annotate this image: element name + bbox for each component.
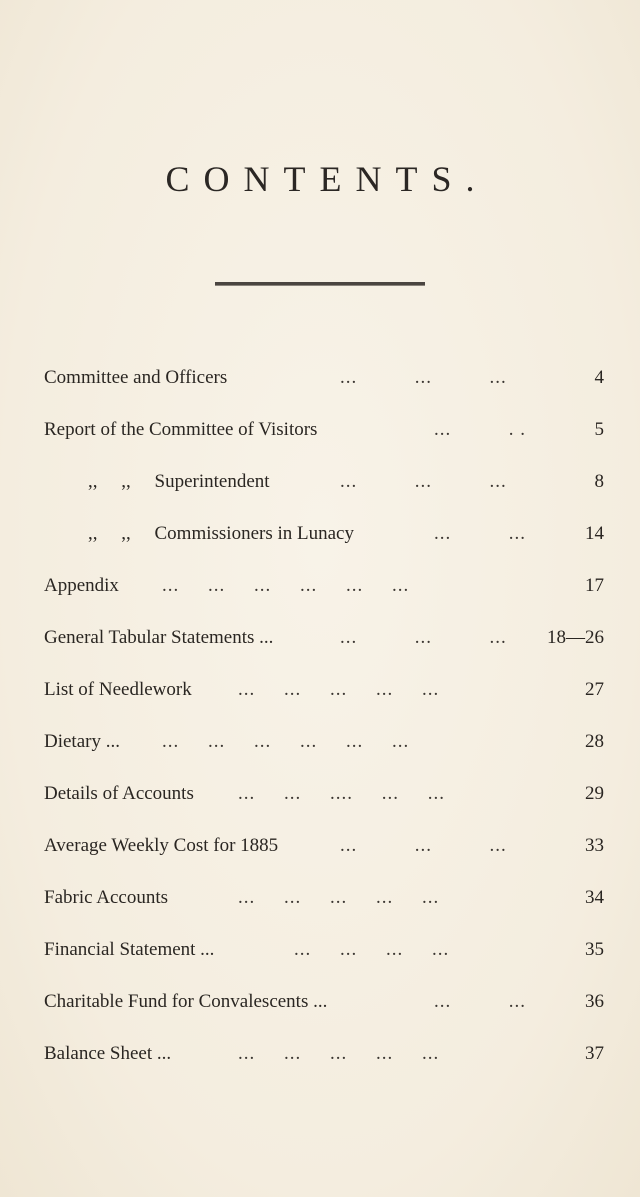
- toc-entry-leaders: ... ... ... ... ... ...: [162, 731, 410, 752]
- toc-entry: [44, 935, 604, 965]
- toc-entry-label: Dietary ...: [44, 731, 120, 752]
- toc-entry: [44, 623, 604, 653]
- toc-entry-leaders: ... ... ...: [340, 835, 507, 856]
- toc-entry: [44, 675, 604, 705]
- toc-entry-page: 37: [585, 1043, 604, 1064]
- toc-entry: [44, 883, 604, 913]
- toc-entry-label: ,, ,, Superintendent: [88, 471, 270, 492]
- page-title: CONTENTS.: [165, 159, 489, 199]
- toc-entry: [44, 1039, 604, 1069]
- toc-entry: [44, 987, 604, 1017]
- toc-entry-page: 33: [585, 835, 604, 856]
- toc-entry-leaders: ... ... .... ... ...: [238, 783, 445, 804]
- toc-entry-label: Fabric Accounts: [44, 887, 169, 908]
- toc-entry-page: 28: [585, 731, 604, 752]
- toc-entry-page: 36: [585, 991, 604, 1012]
- toc-entry: [44, 467, 604, 497]
- toc-entry-leaders: ... . .: [434, 419, 526, 440]
- toc-entry-leaders: ... ... ... ... ...: [238, 1043, 440, 1064]
- toc-entry-label: Charitable Fund for Convalescents ...: [44, 991, 328, 1012]
- title-divider: [215, 282, 425, 286]
- toc-entry-page: 4: [594, 367, 604, 388]
- toc-entry-page: 27: [585, 679, 604, 700]
- toc-entry: [44, 519, 604, 549]
- toc-entry-leaders: ... ... ...: [340, 471, 507, 492]
- toc-entry-leaders: ... ... ... ... ...: [238, 679, 440, 700]
- toc-entry: [44, 571, 604, 601]
- toc-entry: [44, 727, 604, 757]
- toc-entry: [44, 415, 604, 445]
- toc-entry-page: 34: [585, 887, 604, 908]
- toc-entry-leaders: ... ...: [434, 523, 526, 544]
- toc-entry-label: Report of the Committee of Visitors: [44, 419, 318, 440]
- toc-entry-page: 35: [585, 939, 604, 960]
- toc-entry-leaders: ... ... ...: [340, 367, 507, 388]
- toc-entry-leaders: ... ... ... ... ...: [238, 887, 440, 908]
- toc-entry-page: 29: [585, 783, 604, 804]
- toc-entry-leaders: ... ... ... ... ... ...: [162, 575, 410, 596]
- toc-entry: [44, 831, 604, 861]
- toc-entry-label: Financial Statement ...: [44, 939, 215, 960]
- toc-entry-leaders: ... ...: [434, 991, 526, 1012]
- toc-entry-page: 17: [585, 575, 604, 596]
- toc-entry-label: ,, ,, Commissioners in Lunacy: [88, 523, 354, 544]
- toc-entry-label: List of Needlework: [44, 679, 192, 700]
- toc-entry-label: Committee and Officers: [44, 367, 228, 388]
- toc-entry-label: Balance Sheet ...: [44, 1043, 172, 1064]
- toc-entry-page: 8: [594, 471, 604, 492]
- toc-entry: [44, 779, 604, 809]
- toc-entry-page: 18—26: [547, 627, 604, 648]
- toc-entry-leaders: ... ... ... ...: [294, 939, 450, 960]
- toc-entry-label: Details of Accounts: [44, 783, 194, 804]
- toc-entry-label: Appendix: [44, 575, 119, 596]
- toc-entry-label: General Tabular Statements ...: [44, 627, 274, 648]
- toc-entry-leaders: ... ... ...: [340, 627, 507, 648]
- toc-entry: [44, 363, 604, 393]
- toc-entry-label: Average Weekly Cost for 1885: [44, 835, 279, 856]
- toc-entry-page: 14: [585, 523, 604, 544]
- toc-entry-page: 5: [594, 419, 604, 440]
